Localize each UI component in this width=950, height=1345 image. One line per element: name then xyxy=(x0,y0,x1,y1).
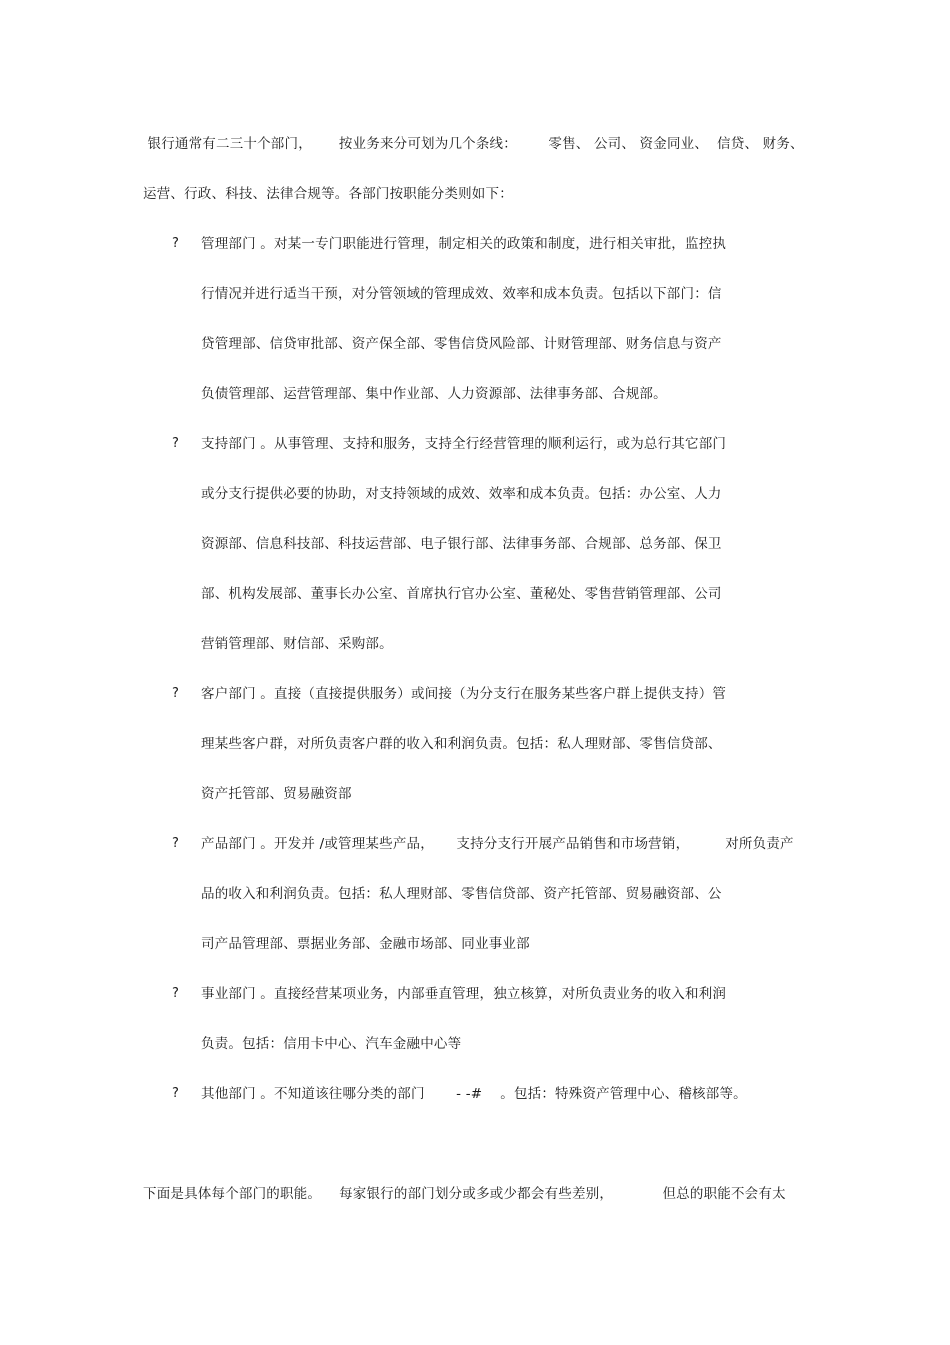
bullet-marker: ? xyxy=(172,1086,179,1101)
item-2-line-4: 部、机构发展部、董事长办公室、首席执行官办公室、董秘处、零售营销管理部、公司 xyxy=(201,586,722,602)
item-3-line-3: 资产托管部、贸易融资部 xyxy=(201,786,352,802)
bullet-marker: ? xyxy=(172,686,179,701)
item-2-line-1: 支持部门 。从事管理、支持和服务，支持全行经营管理的顺利运行，或为总行其它部门 xyxy=(201,436,727,452)
intro-line-1: 银行通常有二三十个部门， 按业务来分可划为几个条线： 零售、 公司、 资金同业、 信贷、 财务、 xyxy=(143,136,804,152)
item-1-line-3: 贷管理部、信贷审批部、资产保全部、零售信贷风险部、计财管理部、财务信息与资产 xyxy=(201,336,722,352)
item-3-line-1: 客户部门 。直接（直接提供服务）或间接（为分支行在服务某些客户群上提供支持）管 xyxy=(201,686,727,702)
bullet-marker: ? xyxy=(172,836,179,851)
closing-line: 下面是具体每个部门的职能。 每家银行的部门划分或多或少都会有些差别， 但总的职能不会有太 xyxy=(143,1186,786,1202)
item-3-line-2: 理某些客户群，对所负责客户群的收入和利润负责。包括：私人理财部、零售信贷部、 xyxy=(201,736,722,752)
bullet-marker: ? xyxy=(172,436,179,451)
bullet-marker: ? xyxy=(172,986,179,1001)
item-5-line-1: 事业部门 。直接经营某项业务，内部垂直管理，独立核算，对所负责业务的收入和利润 xyxy=(201,986,727,1002)
item-4-line-1: 产品部门 。开发并 /或管理某些产品， 支持分支行开展产品销售和市场营销， 对所负责产 xyxy=(201,836,794,852)
bullet-marker: ? xyxy=(172,236,179,251)
item-1-line-4: 负债管理部、运营管理部、集中作业部、人力资源部、法律事务部、合规部。 xyxy=(201,386,667,402)
item-5-line-2: 负责。包括：信用卡中心、汽车金融中心等 xyxy=(201,1036,462,1052)
item-2-line-5: 营销管理部、财信部、采购部。 xyxy=(201,636,393,652)
item-1-line-2: 行情况并进行适当干预，对分管领域的管理成效、效率和成本负责。包括以下部门：信 xyxy=(201,286,722,302)
item-2-line-3: 资源部、信息科技部、科技运营部、电子银行部、法律事务部、合规部、总务部、保卫 xyxy=(201,536,722,552)
item-1-line-1: 管理部门 。对某一专门职能进行管理，制定相关的政策和制度，进行相关审批，监控执 xyxy=(201,236,727,252)
item-2-line-2: 或分支行提供必要的协助，对支持领域的成效、效率和成本负责。包括：办公室、人力 xyxy=(201,486,722,502)
item-4-line-3: 司产品管理部、票据业务部、金融市场部、同业事业部 xyxy=(201,936,530,952)
item-4-line-2: 品的收入和利润负责。包括：私人理财部、零售信贷部、资产托管部、贸易融资部、公 xyxy=(201,886,722,902)
intro-line-2: 运营、行政、科技、法律合规等。各部门按职能分类则如下： xyxy=(143,186,513,202)
item-6-line-1: 其他部门 。不知道该往哪分类的部门 - -# 。包括：特殊资产管理中心、稽核部等。 xyxy=(201,1086,747,1102)
